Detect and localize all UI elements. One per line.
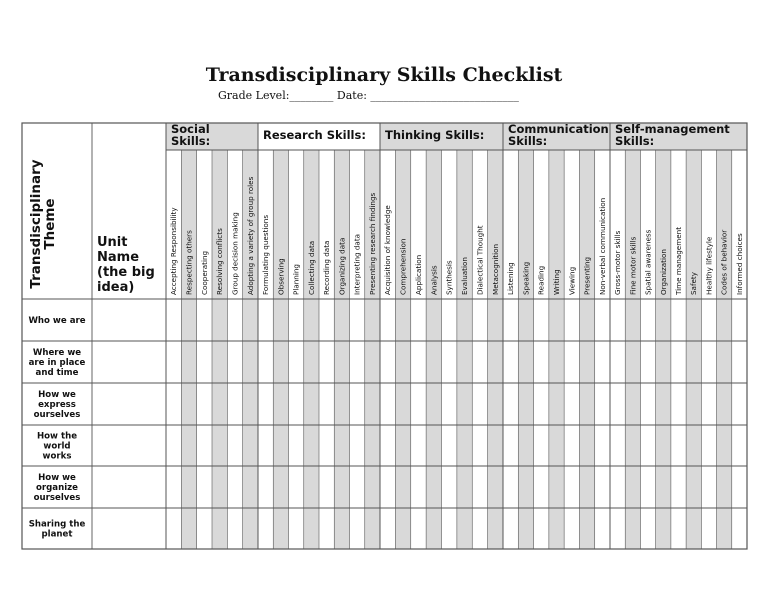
skill-column-shade [273, 150, 288, 549]
skill-column-shade [549, 150, 564, 549]
skill-column-shade [488, 150, 503, 549]
skill-column-shade [686, 150, 701, 549]
skill-label: Dialectical Thought [475, 225, 485, 295]
theme-row-label: ourselves [33, 410, 81, 420]
skill-label: Healthy lifestyle [704, 236, 714, 295]
skill-label: Respecting others [184, 230, 194, 295]
skill-column-shade [518, 150, 533, 549]
skill-label: Presenting [582, 256, 592, 295]
theme-row-label: and time [35, 368, 79, 378]
skill-group-label: Social [171, 122, 210, 136]
skill-group-label: Skills: [171, 134, 211, 148]
theme-row-label: world [43, 441, 71, 452]
theme-row-label: Who we are [28, 316, 86, 326]
grade-date-line: Grade Level:________ Date: ___________________________ [218, 89, 519, 102]
skill-column-shade [717, 150, 732, 549]
theme-row-label: How the [36, 431, 78, 442]
skill-column-shade [426, 150, 441, 549]
skill-label: Evaluation [460, 257, 470, 295]
theme-column-header: Transdisciplinary [28, 159, 44, 289]
theme-row-label: Where we [32, 348, 82, 358]
skill-column-shade [457, 150, 472, 549]
theme-row-label: express [38, 400, 76, 410]
theme-row-label: are in place [28, 358, 86, 368]
skill-label: Resolving conflicts [215, 228, 225, 295]
page-title: Transdisciplinary Skills Checklist [205, 64, 563, 86]
skill-label: Speaking [521, 261, 531, 295]
skill-column-shade [334, 150, 349, 549]
skill-column-shade [656, 150, 671, 549]
skill-column-shade [625, 150, 640, 549]
skill-label: Recording data [322, 240, 332, 295]
skill-column-shade [304, 150, 319, 549]
skill-label: Writing [552, 269, 561, 295]
skill-label: Application [413, 254, 423, 295]
skill-label: Organization [658, 249, 668, 295]
skill-label: Listening [506, 262, 516, 295]
skill-label: Acquisition of knowledge [383, 205, 393, 295]
theme-row-label: How we [38, 473, 76, 483]
skill-label: Presenting research findings [367, 192, 377, 295]
skill-column-shade [181, 150, 196, 549]
skill-label: Synthesis [444, 260, 454, 295]
skill-group-label: Communication [508, 122, 609, 136]
skill-label: Accepting Responsibility [169, 207, 179, 295]
skill-group-label: Self-management [615, 122, 730, 136]
unit-name-header: Unit [97, 235, 128, 250]
skill-group-label: Skills: [615, 134, 655, 148]
theme-row-label: How we [38, 390, 76, 400]
skill-label: Cooperating [199, 250, 209, 295]
skill-label: Codes of behavior [719, 229, 729, 295]
theme-row-label: planet [41, 529, 73, 540]
skill-label: Organizing data [337, 237, 347, 295]
skill-label: Time management [674, 226, 683, 295]
skill-label: Reading [536, 265, 546, 295]
skill-label: Group decision making [230, 212, 240, 295]
skill-group-label: Thinking Skills: [385, 128, 485, 142]
skill-label: Gross-motor skills [613, 230, 623, 295]
unit-name-header: (the big [97, 265, 155, 280]
skill-label: Comprehension [398, 238, 408, 295]
skill-label: Collecting data [306, 240, 316, 295]
theme-row-label: organize [36, 483, 78, 493]
unit-name-header: Name [97, 250, 140, 265]
skill-label: Planning [291, 264, 301, 295]
skill-column-shade [579, 150, 594, 549]
skill-label: Formulating questions [261, 214, 271, 295]
skill-label: Analysis [429, 265, 439, 295]
skill-label: Spatial awareness [643, 229, 653, 295]
theme-row-label: works [42, 451, 72, 462]
skill-label: Adopting a variety of group roles [245, 176, 255, 295]
theme-column-header: Theme [42, 198, 58, 250]
skill-label: Fine motor skills [628, 236, 638, 295]
skill-group-label: Research Skills: [263, 128, 366, 142]
skill-label: Viewing [567, 266, 577, 295]
skill-column-shade [395, 150, 410, 549]
theme-row-label: Sharing the [28, 519, 86, 530]
skill-group-label: Skills: [508, 134, 548, 148]
skill-label: Non-verbal communication [597, 197, 607, 295]
unit-name-header: idea) [97, 280, 135, 295]
skill-label: Observing [276, 258, 286, 295]
skill-label: Informed choices [734, 233, 744, 295]
skill-label: Interpreting data [352, 233, 362, 295]
skill-column-shade [212, 150, 227, 549]
theme-row-label: ourselves [33, 493, 81, 503]
skill-label: Metacognition [490, 243, 500, 295]
skill-label: Safety [689, 272, 699, 295]
